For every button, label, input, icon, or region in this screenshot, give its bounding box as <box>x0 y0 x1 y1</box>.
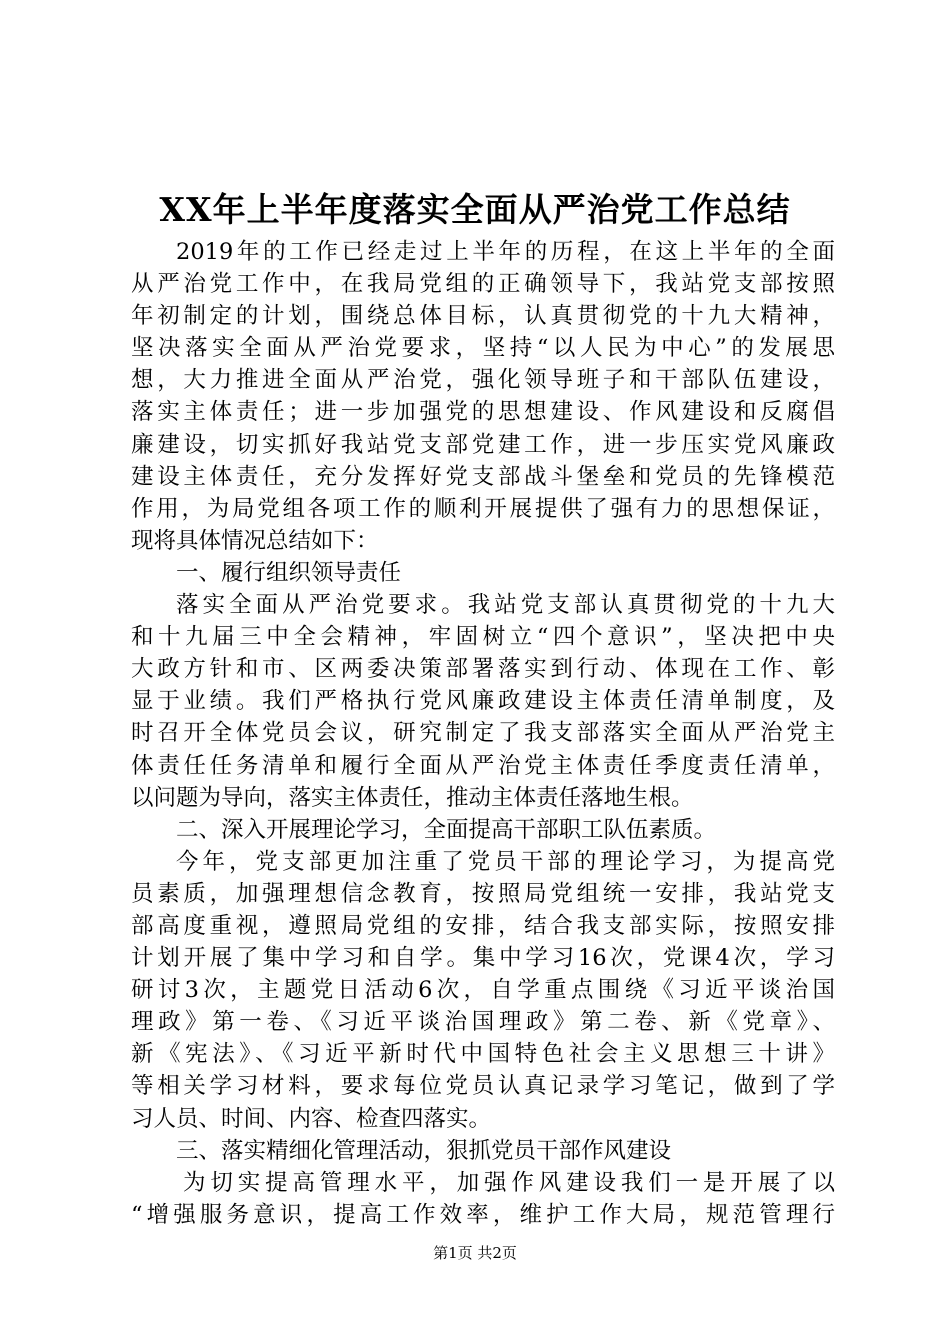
paragraph-line: 落实主体责任；进一步加强党的思想建设、作风建设和反腐倡 <box>131 399 835 426</box>
paragraph-line: 计划开展了集中学习和自学。集中学习16次，党课4次，学习 <box>131 945 835 972</box>
paragraph-line: 新《宪法》、《习近平新时代中国特色社会主义思想三十讲》 <box>131 1041 835 1068</box>
paragraph-line: 年初制定的计划，围绕总体目标，认真贯彻党的十九大精神， <box>131 303 835 330</box>
paragraph-line: 建设主体责任，充分发挥好党支部战斗堡垒和党员的先锋模范 <box>131 463 835 490</box>
document-title: XX年上半年度落实全面从严治党工作总结 <box>159 190 791 229</box>
section-heading: 二、深入开展理论学习，全面提高干部职工队伍素质。 <box>176 816 717 843</box>
paragraph-line: 研讨3次，主题党日活动6次，自学重点围绕《习近平谈治国 <box>131 977 835 1004</box>
paragraph-line: “增强服务意识，提高工作效率，维护工作大局，规范管理行 <box>131 1201 835 1228</box>
paragraph-line: 廉建设，切实抓好我站党支部党建工作，进一步压实党风廉政 <box>131 431 835 458</box>
paragraph-line: 为切实提高管理水平，加强作风建设我们一是开展了以 <box>183 1169 835 1196</box>
paragraph-line: 2019年的工作已经走过上半年的历程，在这上半年的全面 <box>176 239 835 265</box>
paragraph-line: 显于业绩。我们严格执行党风廉政建设主体责任清单制度，及 <box>131 688 835 715</box>
paragraph-line: 作用，为局党组各项工作的顺利开展提供了强有力的思想保证， <box>131 495 835 522</box>
paragraph-line: 今年，党支部更加注重了党员干部的理论学习，为提高党 <box>176 848 835 875</box>
section-heading: 三、落实精细化管理活动，狠抓党员干部作风建设 <box>176 1137 672 1164</box>
paragraph-line: 习人员、时间、内容、检查四落实。 <box>131 1105 492 1132</box>
paragraph-line: 和十九届三中全会精神，牢固树立“四个意识”，坚决把中央 <box>131 624 835 651</box>
section-heading: 一、履行组织领导责任 <box>176 559 402 586</box>
paragraph-line: 现将具体情况总结如下： <box>131 527 379 554</box>
document-body <box>131 236 835 1231</box>
paragraph-line: 等相关学习材料，要求每位党员认真记录学习笔记，做到了学 <box>131 1073 835 1100</box>
paragraph-line: 坚决落实全面从严治党要求，坚持“以人民为中心”的发展思 <box>131 335 835 362</box>
paragraph-line: 体责任任务清单和履行全面从严治党主体责任季度责任清单， <box>131 752 835 779</box>
paragraph-line: 落实全面从严治党要求。我站党支部认真贯彻党的十九大 <box>176 592 835 619</box>
paragraph-line: 部高度重视，遵照局党组的安排，结合我支部实际，按照安排 <box>131 912 835 939</box>
paragraph-line: 员素质，加强理想信念教育，按照局党组统一安排，我站党支 <box>131 880 835 907</box>
page-footer: 第1页 共2页 <box>433 1244 517 1262</box>
paragraph-line: 从严治党工作中，在我局党组的正确领导下，我站党支部按照 <box>131 271 835 298</box>
paragraph-line: 以问题为导向，落实主体责任，推动主体责任落地生根。 <box>131 784 694 811</box>
paragraph-line: 想，大力推进全面从严治党，强化领导班子和干部队伍建设， <box>131 367 835 394</box>
paragraph-line: 大政方针和市、区两委决策部署落实到行动、体现在工作、彰 <box>131 656 835 683</box>
paragraph-line: 理政》第一卷、《习近平谈治国理政》第二卷、新《党章》、 <box>131 1009 835 1036</box>
paragraph-line: 时召开全体党员会议，研究制定了我支部落实全面从严治党主 <box>131 720 835 747</box>
